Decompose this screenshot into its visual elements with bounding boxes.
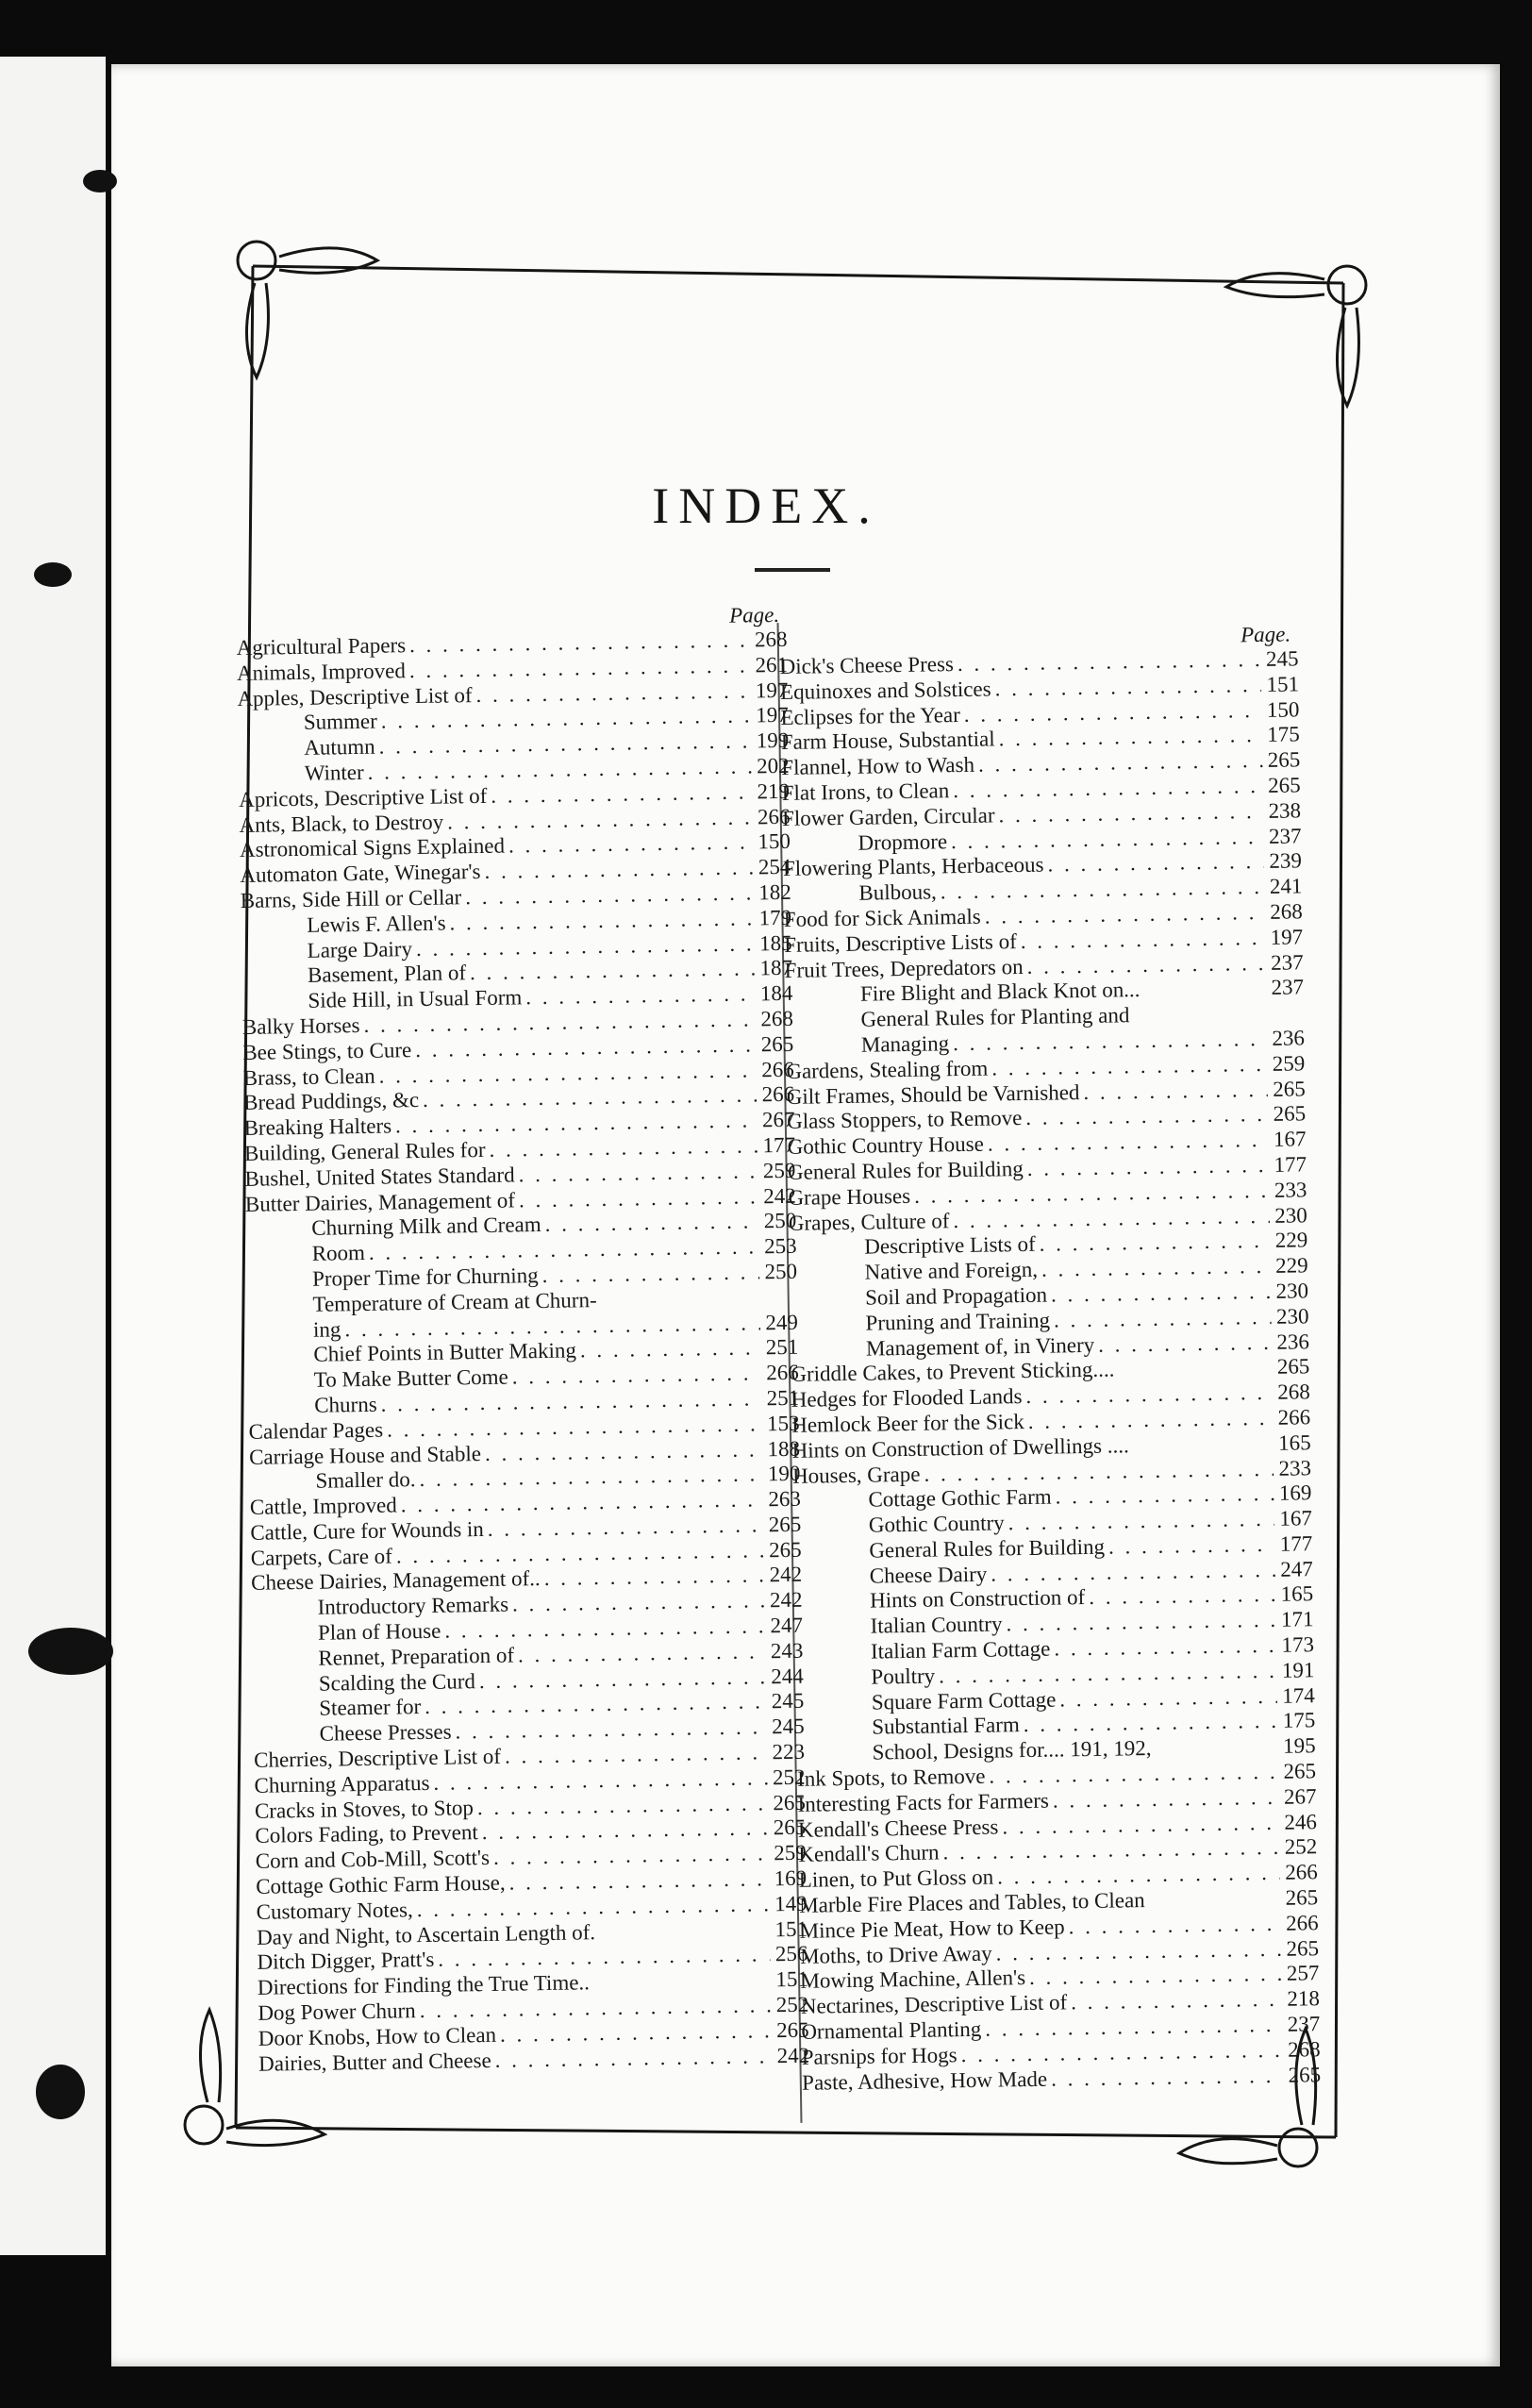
- entry-page-number: 251: [766, 1385, 800, 1411]
- entry-label: Italian Country: [870, 1612, 1003, 1638]
- leader-dots: [1119, 1374, 1273, 1377]
- entry-page-number: 266: [757, 804, 791, 828]
- entry-page-number: 236: [1276, 1329, 1310, 1354]
- entry-label: Gothic Country: [868, 1511, 1005, 1537]
- entry-page-number: 151: [1266, 672, 1300, 696]
- entry-page-number: 265: [1267, 747, 1301, 773]
- leader-dots: [541, 1260, 759, 1288]
- entry-page-number: 265: [768, 1512, 802, 1537]
- entry-label: Flannel, How to Wash: [781, 752, 975, 780]
- entry-label: School, Designs for.... 191, 192,: [872, 1736, 1152, 1764]
- entry-label: Gilt Frames, Should be Varnished: [786, 1079, 1080, 1109]
- entry-label: Directions for Finding the True Time..: [257, 1970, 591, 2000]
- entry-page-number: 246: [1284, 1809, 1318, 1834]
- entry-label: Corn and Cob-Mill, Scott's: [255, 1846, 491, 1874]
- entry-label: Equinoxes and Solstices: [779, 677, 991, 704]
- entry-page-number: 265: [1283, 1759, 1317, 1783]
- entry-page-number: 177: [1279, 1531, 1313, 1556]
- entry-label: Descriptive Lists of: [864, 1232, 1036, 1259]
- leader-dots: [1059, 1684, 1277, 1713]
- entry-label: Griddle Cakes, to Prevent Sticking....: [791, 1357, 1115, 1387]
- leader-dots: [1149, 1905, 1280, 1907]
- entry-page-number: 243: [770, 1638, 804, 1664]
- entry-label: Ornamental Planting: [801, 2016, 982, 2044]
- entry-label: Farm House, Substantial: [780, 727, 995, 755]
- leader-dots: [1039, 1229, 1270, 1258]
- leader-dots: [580, 1336, 761, 1364]
- entry-page-number: 167: [1279, 1506, 1313, 1530]
- entry-label: Ink Spots, to Remove: [796, 1764, 986, 1791]
- entry-page-number: 151: [774, 1916, 808, 1941]
- entry-page-number: 173: [1281, 1632, 1315, 1657]
- entry-label: Autumn: [304, 734, 375, 761]
- entry-page-number: 239: [1269, 848, 1303, 874]
- entry-page-number: 256: [774, 1942, 808, 1966]
- entry-page-number: 253: [763, 1233, 797, 1259]
- leader-dots: [1021, 926, 1266, 955]
- entry-page-number: 174: [1282, 1682, 1315, 1708]
- entry-label: Mince Pie Meat, How to Keep: [799, 1915, 1065, 1943]
- entry-label: Room: [311, 1241, 366, 1265]
- leader-dots: [1025, 1380, 1273, 1410]
- entry-page-number: 177: [1274, 1152, 1307, 1177]
- entry-label: Native and Foreign,: [864, 1257, 1039, 1284]
- entry-label: Steamer for: [319, 1695, 422, 1721]
- entry-label: Brass, to Clean: [242, 1063, 375, 1090]
- entry-label: Dick's Cheese Press: [779, 652, 955, 678]
- entry-page-number: 254: [758, 854, 791, 879]
- entry-page-number: 165: [1277, 1430, 1311, 1455]
- entry-page-number: 242: [769, 1563, 803, 1587]
- entry-page-number: 219: [757, 778, 791, 804]
- entry-label: Management of, in Vinery: [865, 1332, 1095, 1361]
- leader-dots: [512, 1361, 761, 1390]
- entry-label: Pruning and Training: [865, 1308, 1051, 1335]
- leader-dots: [1051, 1279, 1271, 1308]
- entry-page-number: 153: [766, 1411, 800, 1435]
- entry-page-number: 265: [760, 1031, 794, 1057]
- entry-label: Building, General Rules for: [243, 1137, 486, 1165]
- entry-page-number: 238: [1268, 798, 1302, 823]
- entry-label: Cottage Gothic Farm House,: [256, 1870, 506, 1898]
- entry-page-number: 265: [1286, 1935, 1320, 1961]
- leader-dots: [1055, 1481, 1274, 1510]
- entry-page-number: 265: [775, 2017, 809, 2043]
- entry-page-number: 169: [774, 1865, 808, 1891]
- entry-label: Cracks in Stoves, to Stop: [254, 1795, 475, 1823]
- entry-label: Introductory Remarks: [317, 1592, 509, 1620]
- entry-page-number: 259: [762, 1158, 796, 1183]
- page-column-header: Page.: [1240, 622, 1291, 647]
- entry-label: Dog Power Churn: [258, 1998, 416, 2025]
- entry-label: Square Farm Cottage: [871, 1687, 1057, 1714]
- entry-page-number: 237: [1268, 823, 1302, 848]
- entry-page-number: 230: [1274, 1202, 1307, 1228]
- entry-page-number: 265: [1276, 1354, 1310, 1380]
- leader-dots: [593, 1987, 771, 1990]
- entry-label: Hints on Construction of Dwellings ....: [791, 1432, 1129, 1463]
- entry-page-number: 268: [1270, 899, 1303, 924]
- entry-page-number: 265: [768, 1537, 802, 1562]
- entry-label: Carriage House and Stable: [248, 1441, 482, 1469]
- entry-page-number: 268: [1277, 1380, 1310, 1404]
- entry-page-number: 259: [774, 1840, 807, 1865]
- entry-label: Day and Night, to Ascertain Length of.: [256, 1919, 596, 1949]
- entry-label: Astronomical Signs Explained: [239, 833, 506, 862]
- entry-label: Food for Sick Animals: [783, 904, 981, 931]
- entry-label: Glass Stoppers, to Remove: [786, 1106, 1023, 1134]
- entry-label: Kendall's Cheese Press: [797, 1814, 999, 1842]
- entry-label: Fire Blight and Black Knot on...: [859, 978, 1141, 1007]
- entry-label: Cherries, Descriptive List of: [253, 1744, 502, 1772]
- entry-label: ing: [312, 1316, 341, 1342]
- entry-label: Barns, Side Hill or Cellar: [240, 885, 462, 912]
- entry-page-number: 245: [771, 1714, 805, 1739]
- entry-label: Bee Stings, to Cure: [242, 1037, 412, 1064]
- entry-label: Churning Apparatus: [254, 1770, 430, 1798]
- entry-label: Nectarines, Descriptive List of: [800, 1990, 1068, 2019]
- entry-page-number: 175: [1282, 1708, 1316, 1733]
- entry-label: Temperature of Cream at Churn-: [312, 1287, 597, 1316]
- entry-page-number: 184: [759, 980, 793, 1006]
- entry-page-number: 149: [774, 1891, 808, 1916]
- entry-label: Hemlock Beer for the Sick: [791, 1409, 1024, 1437]
- leader-dots: [1089, 1582, 1275, 1611]
- entry-label: Apples, Descriptive List of: [237, 682, 473, 711]
- entry-label: Managing: [860, 1031, 950, 1057]
- entry-page-number: 263: [768, 1486, 802, 1512]
- leader-dots: [1051, 2063, 1283, 2092]
- leader-dots: [544, 1210, 758, 1238]
- entry-label: Kendall's Churn: [798, 1840, 940, 1867]
- entry-page-number: 191: [1281, 1658, 1315, 1682]
- leader-dots: [1098, 1329, 1272, 1358]
- leader-dots: [1047, 849, 1264, 878]
- entry-page-number: 199: [756, 727, 790, 753]
- entry-page-number: 259: [1272, 1051, 1306, 1076]
- entry-label: Cheese Presses: [319, 1719, 452, 1747]
- entry-label: Flowering Plants, Herbaceous: [782, 853, 1044, 881]
- leader-dots: [1026, 951, 1265, 980]
- entry-page-number: 165: [1280, 1581, 1314, 1607]
- entry-page-number: 218: [1287, 1986, 1321, 2011]
- entry-page-number: 266: [1285, 1911, 1319, 1935]
- leader-dots: [1025, 1102, 1268, 1131]
- entry-page-number: 257: [1286, 1961, 1320, 1986]
- entry-label: Substantial Farm: [872, 1713, 1020, 1740]
- entry-page-number: 242: [769, 1587, 803, 1613]
- index-column-left: [236, 603, 809, 2077]
- entry-label: Dropmore: [858, 828, 948, 855]
- entry-page-number: 266: [1285, 1860, 1318, 1884]
- entry-label: Eclipses for the Year: [780, 702, 960, 729]
- leader-dots: [1083, 1077, 1268, 1105]
- entry-label: Cheese Dairy: [869, 1562, 988, 1588]
- entry-label: Cottage Gothic Farm: [868, 1484, 1052, 1512]
- entry-label: Fruits, Descriptive Lists of: [784, 928, 1017, 957]
- entry-label: Marble Fire Places and Tables, to Clean: [799, 1888, 1145, 1917]
- entry-page-number: 267: [761, 1107, 795, 1132]
- entry-page-number: 265: [1285, 1885, 1319, 1910]
- entry-page-number: 245: [1265, 646, 1299, 671]
- entry-label: Poultry: [871, 1664, 936, 1689]
- entry-label: Hints on Construction of: [869, 1585, 1086, 1614]
- entry-label: Animals, Improved: [236, 658, 407, 685]
- entry-page-number: 265: [1273, 1101, 1307, 1127]
- entry-page-number: 249: [765, 1310, 799, 1334]
- entry-page-number: 245: [771, 1689, 805, 1714]
- entry-page-number: 171: [1280, 1607, 1314, 1632]
- leader-dots: [1027, 1153, 1270, 1182]
- entry-label: Mowing Machine, Allen's: [800, 1965, 1026, 1994]
- leader-dots: [1024, 1709, 1278, 1738]
- entry-page-number: 236: [1272, 1026, 1306, 1050]
- entry-label: Linen, to Put Gloss on: [798, 1865, 994, 1893]
- entry-page-number: 266: [766, 1360, 799, 1385]
- entry-label: Plan of House: [317, 1618, 441, 1645]
- entry-page-number: 266: [761, 1082, 795, 1107]
- entry-page-number: 223: [772, 1739, 806, 1764]
- entry-page-number: 265: [1273, 1076, 1306, 1101]
- entry-label: Bulbous,: [858, 879, 938, 905]
- leader-dots: [1133, 1020, 1266, 1022]
- entry-page-number: 167: [1273, 1127, 1307, 1151]
- entry-page-number: 242: [763, 1183, 796, 1208]
- entry-page-number: 252: [1284, 1834, 1318, 1860]
- leader-dots: [601, 1304, 760, 1307]
- entry-page-number: 230: [1275, 1279, 1309, 1303]
- entry-label: Customary Notes,: [256, 1898, 413, 1924]
- entry-page-number: 151: [775, 1966, 809, 1992]
- entry-page-number: 197: [1270, 925, 1304, 949]
- leader-dots: [1133, 1450, 1274, 1452]
- entry-label: Chief Points in Butter Making: [313, 1338, 577, 1367]
- entry-label: Moths, to Drive Away: [799, 1941, 992, 1968]
- entry-label: Winter: [304, 760, 364, 785]
- entry-page-number: 182: [758, 879, 791, 905]
- leader-dots: [518, 1159, 758, 1188]
- entry-page-number: 265: [1267, 773, 1301, 797]
- entry-page-number: 179: [758, 905, 792, 930]
- entry-page-number: [1271, 1019, 1305, 1020]
- entry-label: Cattle, Cure for Wounds in: [250, 1516, 485, 1545]
- title-rule: [755, 568, 830, 572]
- entry-label: Agricultural Papers: [236, 633, 407, 660]
- entry-label: Ants, Black, to Destroy: [239, 810, 444, 837]
- entry-page-number: 197: [755, 677, 789, 702]
- entry-page-number: 266: [1277, 1405, 1311, 1430]
- entry-label: Hedges for Flooded Lands: [791, 1384, 1023, 1413]
- leader-dots: [519, 1184, 758, 1213]
- page-column-header: Page.: [728, 602, 780, 627]
- entry-page-number: 250: [764, 1259, 798, 1284]
- leader-dots: [518, 1639, 766, 1668]
- entry-label: Proper Time for Churning: [311, 1263, 539, 1291]
- entry-label: Basement, Plan of: [307, 961, 467, 988]
- entry-page-number: 247: [770, 1613, 804, 1638]
- leader-dots: [508, 830, 753, 860]
- entry-label: Large Dairy: [307, 936, 413, 962]
- entry-label: Colors Fading, to Prevent: [255, 1820, 478, 1848]
- leader-dots: [544, 1564, 765, 1592]
- entry-label: Lewis F. Allen's: [307, 911, 446, 937]
- entry-page-number: 266: [760, 1057, 794, 1081]
- leader-dots: [494, 2044, 772, 2073]
- entry-page-number: 177: [762, 1132, 796, 1158]
- entry-page-number: 251: [765, 1335, 799, 1360]
- page-title: INDEX.: [652, 477, 880, 534]
- entry-label: Cattle, Improved: [249, 1493, 397, 1519]
- entry-page-number: 187: [759, 956, 793, 980]
- leader-dots: [1108, 1532, 1275, 1561]
- entry-label: Scalding the Curd: [318, 1668, 476, 1696]
- entry-label: Breaking Halters: [243, 1113, 392, 1141]
- entry-page-number: 150: [758, 829, 791, 854]
- entry-label: Fruit Trees, Depredators on: [784, 954, 1024, 982]
- leader-dots: [599, 1936, 770, 1939]
- entry-label: Gothic Country House: [787, 1131, 985, 1160]
- entry-label: Rennet, Preparation of: [318, 1643, 515, 1670]
- leader-dots: [1053, 1785, 1279, 1814]
- entry-page-number: 250: [763, 1209, 797, 1233]
- leader-dots: [1029, 1962, 1282, 1991]
- entry-page-number: 185: [758, 930, 792, 955]
- entry-page-number: 233: [1278, 1455, 1312, 1480]
- entry-page-number: 252: [772, 1764, 806, 1790]
- entry-label: Summer: [303, 710, 377, 735]
- entry-page-number: 265: [773, 1815, 807, 1840]
- entry-label: General Rules for Building: [787, 1156, 1024, 1184]
- entry-label: Apricots, Descriptive List of: [238, 783, 488, 811]
- index-entries: [779, 646, 1321, 2096]
- entry-page-number: 188: [767, 1436, 801, 1461]
- entry-label: Carpets, Care of: [250, 1544, 393, 1570]
- entry-page-number: 252: [775, 1992, 809, 2017]
- leader-dots: [1041, 1254, 1271, 1283]
- entry-label: Calendar Pages: [248, 1417, 384, 1444]
- leader-dots: [1144, 995, 1267, 996]
- entry-page-number: 237: [1287, 2012, 1321, 2036]
- entry-label: Ditch Digger, Pratt's: [257, 1948, 435, 1975]
- entry-label: Cheese Dairies, Management of..: [250, 1566, 541, 1596]
- entry-label: Grapes, Culture of: [788, 1208, 950, 1235]
- index-entries: [236, 627, 809, 2077]
- entry-page-number: 197: [756, 703, 789, 727]
- entry-page-number: 233: [1274, 1178, 1307, 1202]
- entry-label: Bushel, United States Standard: [244, 1162, 515, 1191]
- leader-dots: [1028, 1406, 1274, 1435]
- entry-page-number: 195: [1282, 1733, 1316, 1759]
- entry-label: General Rules for Planting and: [860, 1003, 1130, 1031]
- leader-dots: [1071, 1987, 1282, 2015]
- leader-dots: [1054, 1633, 1276, 1662]
- entry-page-number: 175: [1267, 722, 1300, 747]
- entry-page-number: 268: [754, 627, 788, 652]
- entry-label: Italian Farm Cottage: [870, 1636, 1051, 1664]
- entry-page-number: 244: [771, 1664, 804, 1688]
- entry-page-number: 150: [1266, 696, 1300, 722]
- entry-label: Paste, Adhesive, How Made: [801, 2066, 1048, 2095]
- entry-label: Interesting Facts for Farmers: [797, 1788, 1050, 1816]
- leader-dots: [1156, 1753, 1278, 1755]
- entry-label: Smaller do.: [315, 1467, 416, 1494]
- entry-label: Side Hill, in Usual Form: [308, 985, 523, 1013]
- entry-page-number: 242: [776, 2043, 810, 2067]
- entry-page-number: 230: [1275, 1303, 1309, 1329]
- entry-page-number: 267: [1283, 1784, 1317, 1809]
- entry-label: To Make Butter Come: [313, 1364, 508, 1392]
- entry-page-number: 268: [760, 1006, 794, 1031]
- entry-label: Butter Dairies, Management of: [244, 1187, 516, 1216]
- entry-page-number: 237: [1271, 975, 1305, 1000]
- entry-page-number: 268: [1287, 2037, 1321, 2062]
- entry-page-number: 261: [755, 652, 789, 677]
- entry-label: Automaton Gate, Winegar's: [240, 860, 481, 888]
- entry-label: Flower Garden, Circular: [781, 803, 995, 830]
- index-column-right: [779, 622, 1321, 2096]
- entry-label: Parsnips for Hogs: [801, 2043, 958, 2069]
- entry-page-number: 190: [767, 1462, 801, 1486]
- entry-page-number: 247: [1279, 1556, 1313, 1581]
- entry-page-number: 229: [1274, 1253, 1308, 1278]
- entry-page-number: 169: [1278, 1480, 1312, 1506]
- leader-dots: [997, 1861, 1280, 1890]
- entry-label: Flat Irons, to Clean: [781, 778, 950, 805]
- entry-page-number: 237: [1270, 949, 1304, 975]
- entry-label: Grape Houses: [788, 1183, 911, 1210]
- entry-label: Soil and Propagation: [864, 1282, 1048, 1310]
- entry-page-number: 265: [1288, 2062, 1322, 2087]
- entry-page-number: 229: [1274, 1228, 1308, 1253]
- leader-dots: [525, 982, 756, 1012]
- entry-label: Churns: [314, 1392, 377, 1417]
- entry-label: Gardens, Stealing from: [786, 1056, 989, 1083]
- entry-page-number: 241: [1269, 874, 1303, 899]
- leader-dots: [1068, 1912, 1280, 1940]
- entry-label: Bread Puddings, &c: [242, 1088, 420, 1115]
- leader-dots: [1054, 1305, 1272, 1333]
- entry-label: Churning Milk and Cream: [311, 1212, 541, 1241]
- entry-label: Dairies, Butter and Cheese: [258, 2048, 491, 2076]
- leader-dots: [438, 1943, 771, 1973]
- entry-label: Balky Horses: [241, 1012, 360, 1039]
- entry-page-number: 202: [756, 753, 790, 778]
- entry-label: Houses, Grape: [791, 1462, 921, 1488]
- entry-label: General Rules for Building: [869, 1534, 1106, 1563]
- leader-dots: [512, 1589, 765, 1618]
- entry-label: Door Knobs, How to Clean: [258, 2022, 497, 2050]
- entry-page-number: 265: [773, 1790, 807, 1814]
